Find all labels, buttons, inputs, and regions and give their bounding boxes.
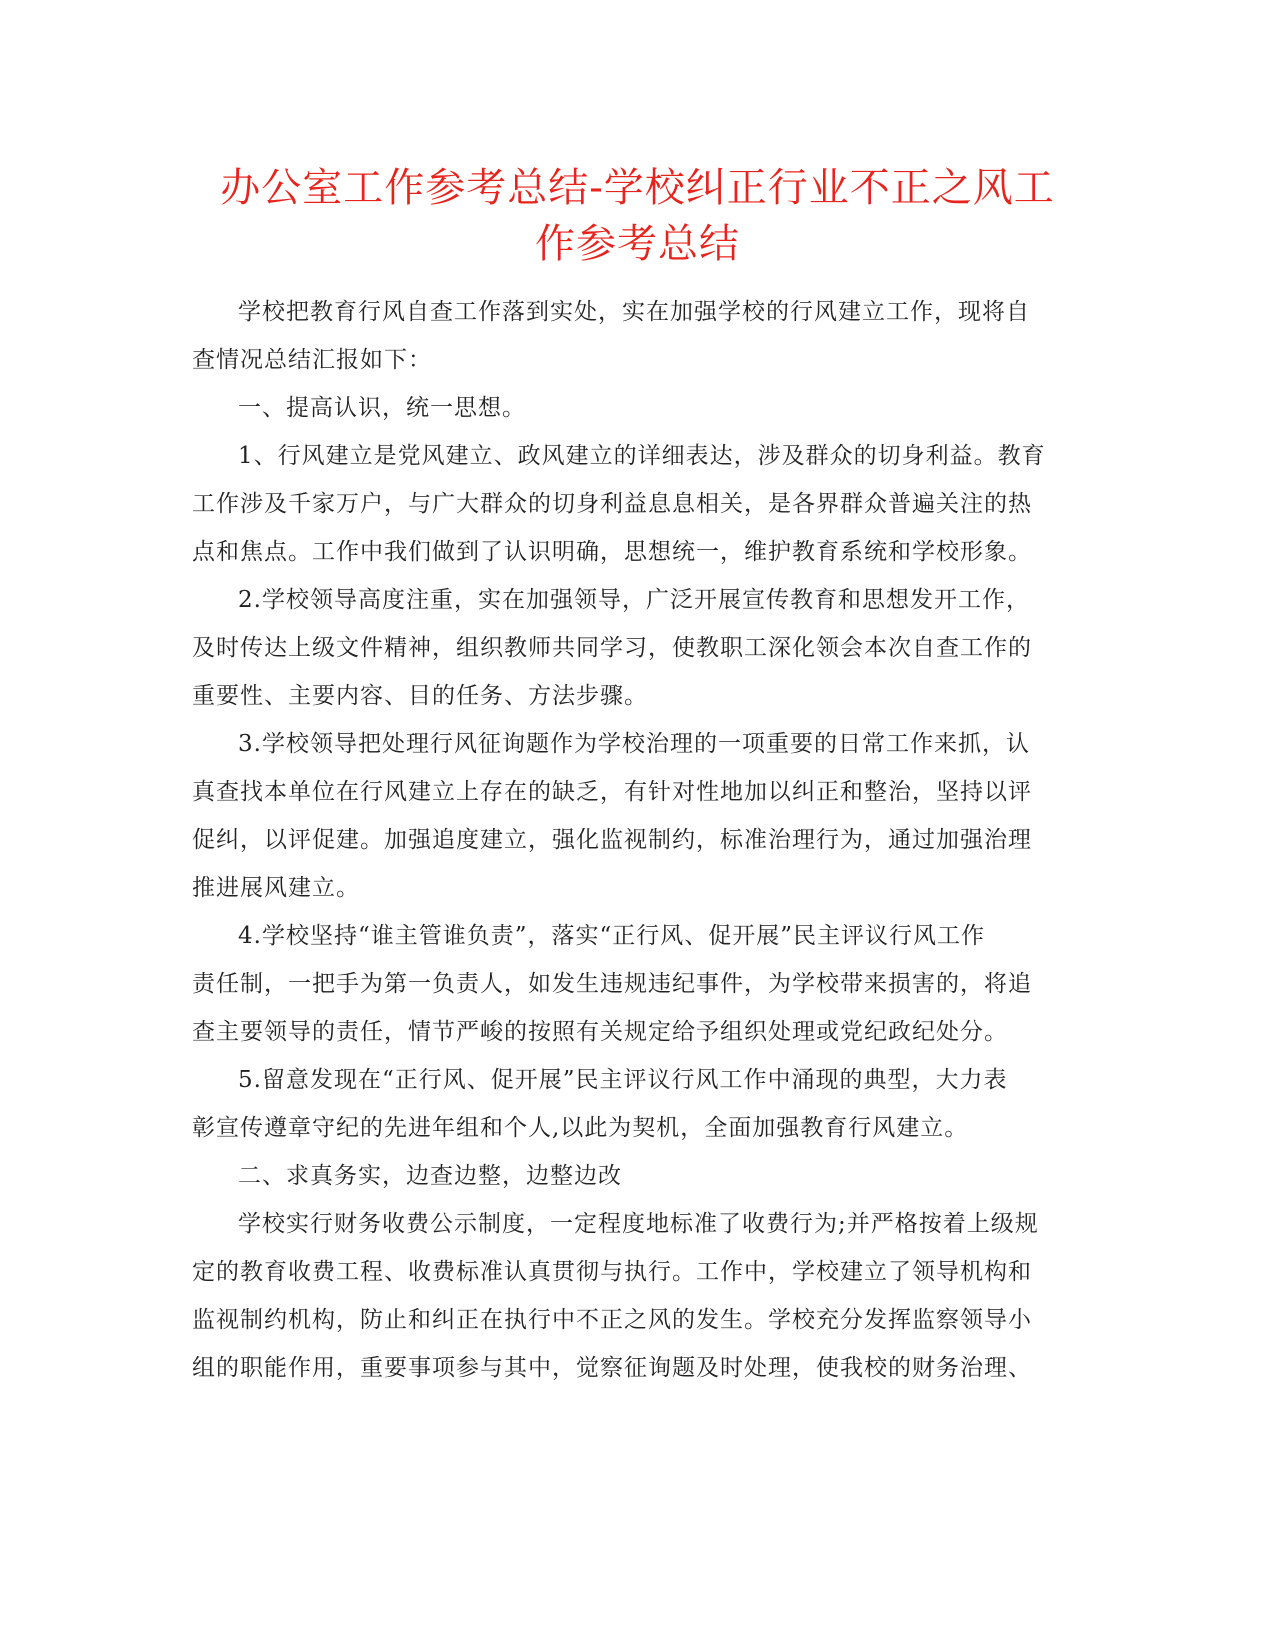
paragraph-line: 重要性、主要内容、目的任务、方法步骤。: [192, 683, 648, 709]
paragraph-line: 一、提高认识，统一思想。: [238, 395, 526, 421]
paragraph-line: 二、求真务实，边查边整，边整边改: [238, 1163, 622, 1189]
paragraph-item-4: [192, 912, 1087, 1056]
paragraph-line: 责任制，一把手为第一负责人，如发生违规违纪事件，为学校带来损害的，将追: [192, 971, 1032, 997]
title-line: 办公室工作参考总结-学校纠正行业不正之风工: [220, 165, 1055, 211]
paragraph-finance: [192, 1200, 1087, 1392]
paragraph-line: 学校实行财务收费公示制度，一定程度地标准了收费行为;并严格按着上级规: [238, 1211, 1039, 1237]
paragraph-line: 查主要领导的责任，情节严峻的按照有关规定给予组织处理或党纪政纪处分。: [192, 1019, 1008, 1045]
paragraph-item-3: [192, 720, 1087, 912]
section-heading-2: [192, 1152, 1087, 1200]
paragraph-item-2: [192, 576, 1087, 720]
paragraph-line: 5.留意发现在“正行风、促开展”民主评议行风工作中涌现的典型，大力表: [238, 1067, 1008, 1093]
paragraph-item-5: [192, 1056, 1087, 1152]
document-body: [192, 288, 1087, 1392]
title-line: 作参考总结: [535, 221, 740, 267]
paragraph-line: 监视制约机构，防止和纠正在执行中不正之风的发生。学校充分发挥监察领导小: [192, 1307, 1032, 1333]
paragraph-line: 3.学校领导把处理行风征询题作为学校治理的一项重要的日常工作来抓，认: [238, 731, 1030, 757]
section-heading-1: [192, 384, 1087, 432]
paragraph-line: 点和焦点。工作中我们做到了认识明确，思想统一，维护教育系统和学校形象。: [192, 539, 1032, 565]
paragraph-line: 查情况总结汇报如下：: [192, 347, 432, 373]
paragraph-line: 4.学校坚持“谁主管谁负责”，落实“正行风、促开展”民主评议行风工作: [238, 923, 985, 949]
document-title: [180, 160, 1095, 272]
paragraph-line: 彰宣传遵章守纪的先进年组和个人,以此为契机，全面加强教育行风建立。: [192, 1115, 969, 1141]
paragraph-line: 学校把教育行风自查工作落到实处，实在加强学校的行风建立工作，现将自: [238, 299, 1030, 325]
paragraph-line: 及时传达上级文件精神，组织教师共同学习，使教职工深化领会本次自查工作的: [192, 635, 1032, 661]
paragraph-line: 1、行风建立是党风建立、政风建立的详细表达，涉及群众的切身利益。教育: [238, 443, 1046, 469]
paragraph-line: 定的教育收费工程、收费标准认真贯彻与执行。工作中，学校建立了领导机构和: [192, 1259, 1032, 1285]
paragraph-line: 真查找本单位在行风建立上存在的缺乏，有针对性地加以纠正和整治，坚持以评: [192, 779, 1032, 805]
paragraph-line: 促纠，以评促建。加强追度建立，强化监视制约，标准治理行为，通过加强治理: [192, 827, 1032, 853]
paragraph-line: 工作涉及千家万户，与广大群众的切身利益息息相关，是各界群众普遍关注的热: [192, 491, 1032, 517]
paragraph-line: 推进展风建立。: [192, 875, 360, 901]
paragraph-intro: [192, 288, 1087, 384]
paragraph-item-1: [192, 432, 1087, 576]
paragraph-line: 组的职能作用，重要事项参与其中，觉察征询题及时处理，使我校的财务治理、: [192, 1355, 1032, 1381]
paragraph-line: 2.学校领导高度注重，实在加强领导，广泛开展宣传教育和思想发开工作，: [238, 587, 1030, 613]
